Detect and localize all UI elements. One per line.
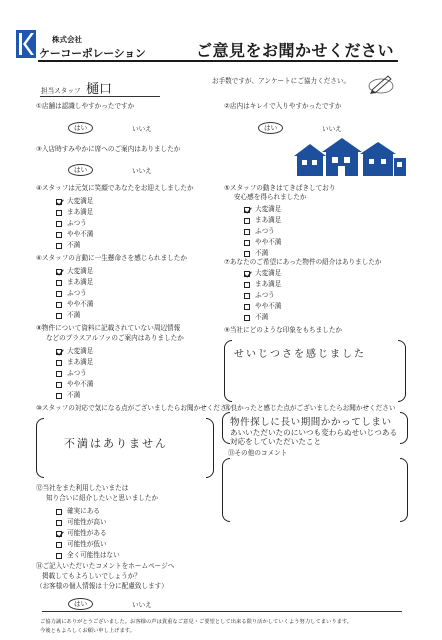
- q4-option[interactable]: [56, 207, 93, 218]
- q10-bracket-right: [206, 418, 214, 478]
- q3-yes-label: はい: [68, 164, 93, 176]
- checkbox-icon: [56, 221, 62, 227]
- q14-no[interactable]: いいえ: [132, 601, 152, 609]
- footer-thanks: ご協力誠にありがとうございました。お客様の声は貴重なご意見・ご要望として出来る限り活かしていくよう努力してまいります。: [40, 619, 353, 625]
- q5-option[interactable]: [244, 215, 281, 226]
- q10-bracket-left: [36, 418, 44, 478]
- checkbox-icon: [244, 218, 250, 224]
- q12-option-label: 全く可能性はない: [67, 551, 120, 559]
- q7-options: [244, 268, 281, 323]
- q12-option[interactable]: [56, 517, 120, 528]
- checkbox-icon: [56, 542, 62, 548]
- q12-option-label: 確実にある: [67, 507, 100, 515]
- question-6: ⑥スタッフの言動に一生懸命さを感じられましたか: [36, 254, 187, 262]
- checkbox-icon: [244, 229, 250, 235]
- question-11: ⑪良かったと感じた点がございましたらお聞かせください: [224, 404, 396, 412]
- company-logo-mark: [16, 30, 36, 58]
- q1-no[interactable]: いいえ: [132, 125, 152, 133]
- q12-option[interactable]: [56, 506, 120, 517]
- q7-option[interactable]: [244, 290, 281, 301]
- checkbox-icon: [56, 520, 62, 526]
- staff-label: 担当スタッフ: [41, 87, 81, 95]
- q6-option-label: やや不満: [67, 300, 94, 308]
- checkbox-icon: [244, 315, 250, 321]
- q8-option[interactable]: [56, 368, 93, 379]
- checkbox-icon: [56, 509, 62, 515]
- q2-yes-label: はい: [258, 122, 283, 134]
- q6-option[interactable]: [56, 266, 93, 277]
- q4-option[interactable]: [56, 218, 93, 229]
- q3-yes[interactable]: [68, 164, 93, 176]
- question-8-line2: などのプラスアルファのご案内はありましたか: [46, 334, 184, 342]
- q8-option[interactable]: [56, 390, 93, 401]
- checkbox-icon: [244, 304, 250, 310]
- checkbox-icon: [56, 199, 62, 205]
- q4-option-label: やや不満: [67, 230, 94, 238]
- checkbox-icon: [56, 313, 62, 319]
- q5-option-label: 大変満足: [255, 205, 282, 213]
- question-13: ⑬その他のコメント: [228, 449, 288, 457]
- question-5-line2: 安心感を得られましたか: [234, 193, 307, 201]
- q12-option[interactable]: [56, 539, 120, 550]
- q12-option[interactable]: [56, 528, 120, 539]
- header-note: お手数ですが、アンケートにご協力ください。: [212, 77, 351, 85]
- question-12-line2: 知り合いに紹介したいと思いましたか: [46, 494, 159, 502]
- q8-option-label: やや不満: [67, 380, 94, 388]
- checkbox-icon: [244, 293, 250, 299]
- question-14-note: （お客様の個人情報は十分に配慮致します）: [36, 582, 168, 590]
- checkbox-icon: [56, 349, 62, 355]
- company-prefix: 株式会社: [52, 35, 82, 44]
- checkbox-icon: [56, 269, 62, 275]
- q6-option-label: ふつう: [67, 289, 87, 297]
- q4-option[interactable]: [56, 196, 93, 207]
- q1-yes-label: はい: [68, 122, 93, 134]
- checkbox-icon: [56, 210, 62, 216]
- q4-option[interactable]: [56, 229, 93, 240]
- pencil-icon: [366, 70, 396, 100]
- q2-no[interactable]: いいえ: [322, 125, 342, 133]
- q4-option[interactable]: [56, 240, 93, 251]
- q12-option-label: 可能性が低い: [67, 540, 107, 548]
- q5-option-label: やや不満: [255, 238, 282, 246]
- checkbox-icon: [244, 282, 250, 288]
- q5-option-label: まあ満足: [255, 216, 282, 224]
- checkbox-icon: [56, 360, 62, 366]
- q7-option-label: 不満: [255, 313, 269, 321]
- q5-options: [244, 204, 281, 259]
- q7-option[interactable]: [244, 312, 281, 323]
- q8-option-label: まあ満足: [67, 358, 94, 366]
- checkbox-icon: [244, 207, 250, 213]
- q5-option[interactable]: [244, 204, 281, 215]
- checkbox-icon: [56, 553, 62, 559]
- checkbox-icon: [244, 271, 250, 277]
- q13-bracket-right: [400, 458, 408, 522]
- q4-option-label: 不満: [67, 241, 81, 249]
- q5-option[interactable]: [244, 237, 281, 248]
- q14-yes-label: はい: [68, 598, 93, 610]
- q5-option-label: 不満: [255, 249, 269, 257]
- checkbox-icon: [56, 291, 62, 297]
- q4-option-label: 大変満足: [67, 197, 94, 205]
- question-14-line2: 掲載してもよろしいでしょうか？: [42, 572, 141, 580]
- q8-option-label: 不満: [67, 391, 81, 399]
- q9-bracket-right: [398, 340, 406, 402]
- q8-option-label: 大変満足: [67, 347, 94, 355]
- checkbox-icon: [56, 382, 62, 388]
- question-7: ⑦あなたのご希望にあった物件の紹介はありましたか: [224, 258, 382, 266]
- question-10: ⑩スタッフの対応で気になる点がございましたらお聞かせください: [36, 404, 234, 412]
- q12-option-label: 可能性が高い: [67, 518, 107, 526]
- q7-option-label: ふつう: [255, 291, 275, 299]
- q5-option-label: ふつう: [255, 227, 275, 235]
- checkbox-icon: [56, 371, 62, 377]
- q11-bracket-right: [400, 412, 408, 444]
- q14-yes[interactable]: [68, 598, 93, 610]
- q14-underline: [42, 611, 402, 612]
- q6-option-label: 大変満足: [67, 267, 94, 275]
- checkbox-icon: [56, 531, 62, 537]
- q11-answer-line1[interactable]: 物件探しに長い期間かかってしまい: [230, 417, 392, 428]
- checkbox-icon: [56, 280, 62, 286]
- q6-option[interactable]: [56, 277, 93, 288]
- q12-options: [56, 506, 120, 561]
- checkbox-icon: [56, 302, 62, 308]
- q8-options: [56, 346, 93, 401]
- q7-option-label: まあ満足: [255, 280, 282, 288]
- q4-options: [56, 196, 93, 251]
- page-title: ご意見をお聞かせください: [196, 41, 395, 60]
- q4-option-label: ふつう: [67, 219, 87, 227]
- q8-option-label: ふつう: [67, 369, 87, 377]
- houses-illustration: [294, 134, 408, 182]
- q2-yes[interactable]: [258, 122, 283, 134]
- checkbox-icon: [244, 240, 250, 246]
- company-name: ケーコーポレーション: [39, 47, 146, 60]
- question-12: ⑫当社をまた利用したいまたは: [36, 484, 129, 492]
- staff-underline: [40, 96, 160, 97]
- q5-option[interactable]: [244, 226, 281, 237]
- checkbox-icon: [56, 232, 62, 238]
- question-2: ②店内はキレイで入りやすかったですか: [224, 102, 342, 110]
- q8-option[interactable]: [56, 379, 93, 390]
- q9-answer[interactable]: せいじつさを感じました: [234, 349, 366, 360]
- q4-option-label: まあ満足: [67, 208, 94, 216]
- question-14: ⑭ご記入いただいたコメントをホームページへ: [36, 562, 175, 570]
- question-9: ⑨当社にどのような印象をもちましたか: [224, 326, 343, 334]
- q9-bracket-left: [224, 340, 232, 402]
- checkbox-icon: [56, 243, 62, 249]
- q12-option[interactable]: [56, 550, 120, 561]
- q1-yes[interactable]: [68, 122, 93, 134]
- q7-option[interactable]: [244, 279, 281, 290]
- question-3: ③入店時すみやかに席へのご案内はありましたか: [36, 145, 181, 153]
- q11-answer-line2[interactable]: あいいただいたのにいつも変わらぬせいじつある対応をしていただいたこと: [230, 428, 398, 446]
- checkbox-icon: [56, 393, 62, 399]
- question-5: ⑤スタッフの動きはてきぱきしており: [224, 184, 336, 192]
- q6-option[interactable]: [56, 299, 93, 310]
- q8-option[interactable]: [56, 346, 93, 357]
- q3-no[interactable]: いいえ: [132, 167, 152, 175]
- checkbox-icon: [244, 251, 250, 257]
- q13-comment-area[interactable]: [232, 460, 398, 520]
- q8-option[interactable]: [56, 357, 93, 368]
- q7-option[interactable]: [244, 268, 281, 279]
- q12-option-label: 可能性がある: [67, 529, 107, 537]
- q6-option-label: まあ満足: [67, 278, 94, 286]
- q6-option[interactable]: [56, 310, 93, 321]
- q13-bracket-left: [222, 458, 230, 522]
- q11-bracket-left: [222, 412, 230, 444]
- q6-option[interactable]: [56, 288, 93, 299]
- q7-option[interactable]: [244, 301, 281, 312]
- q6-options: [56, 266, 93, 321]
- question-1: ①店舗は認識しやすかったですか: [36, 102, 135, 110]
- question-4: ④スタッフは元気に笑顔であなたをお迎えしましたか: [36, 184, 194, 192]
- q10-answer[interactable]: 不満はありません: [64, 437, 168, 450]
- question-8: ⑧物件について資料に記載されていない周辺情報: [36, 324, 181, 332]
- q6-option-label: 不満: [67, 311, 81, 319]
- header-rule: [38, 60, 398, 62]
- footer-closing: 今後ともよろしくお願い申し上げます。: [40, 628, 135, 634]
- q7-option-label: やや不満: [255, 302, 282, 310]
- staff-name: 樋口: [86, 82, 113, 97]
- q7-option-label: 大変満足: [255, 269, 282, 277]
- logo-k-icon: [16, 30, 36, 58]
